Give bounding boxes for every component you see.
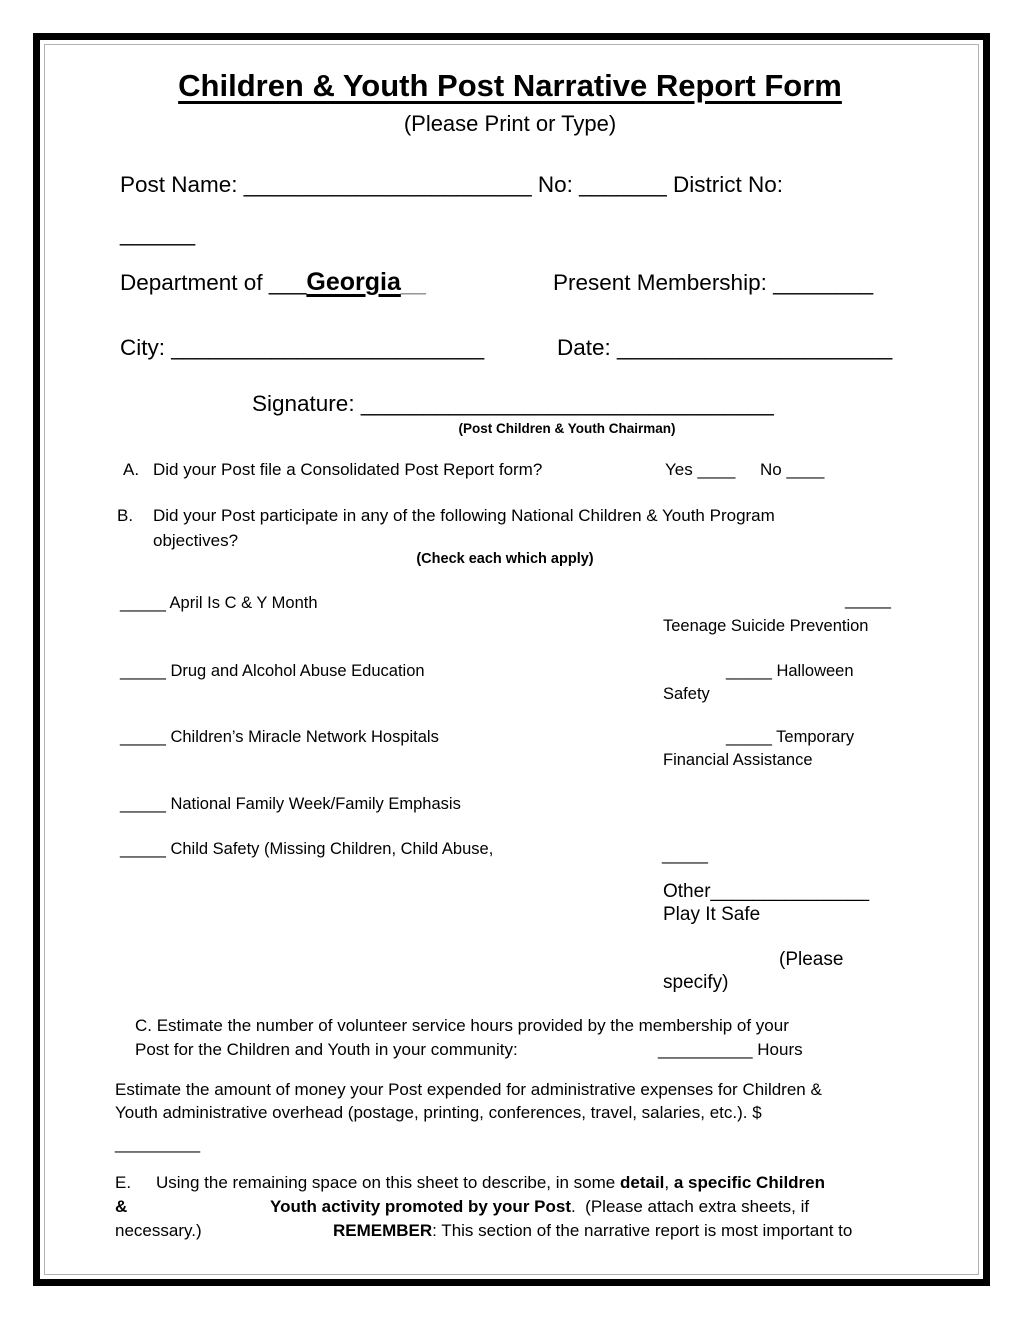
form-title: Children & Youth Post Narrative Report Form bbox=[178, 68, 842, 103]
question-e-line1: Using the remaining space on this sheet to describe, in some detail, a specific Children bbox=[156, 1173, 826, 1192]
question-b-text-wrap: objectives? bbox=[153, 531, 239, 550]
checklist-blank-child-safety: _____ bbox=[662, 846, 708, 864]
checklist-blank-teenage-suicide: _____ bbox=[845, 591, 891, 609]
post-name-field: Post Name: _______________________ No: _______ District No: bbox=[120, 172, 783, 197]
question-d-line1: Estimate the amount of money your Post expended for administrative expenses for Children & bbox=[115, 1080, 822, 1099]
question-a-yes-blank: Yes ____ bbox=[665, 460, 736, 479]
department-field bbox=[120, 266, 426, 299]
please-specify-line1: (Please bbox=[779, 949, 844, 970]
checklist-item-teenage-suicide: Teenage Suicide Prevention bbox=[663, 617, 869, 635]
other-field: Other_______________ bbox=[663, 881, 870, 902]
question-e-label: E. bbox=[115, 1173, 132, 1192]
check-instruction: (Check each which apply) bbox=[416, 551, 594, 567]
question-a-label: A. bbox=[123, 460, 140, 479]
question-e-necessary: necessary.) bbox=[115, 1221, 202, 1240]
please-specify-line2: specify) bbox=[663, 972, 729, 993]
department-label: Department of bbox=[120, 270, 269, 295]
amount-blank: _________ bbox=[115, 1134, 201, 1153]
question-d-line2: Youth administrative overhead (postage, printing, conferences, travel, salaries, etc.). $ bbox=[115, 1103, 762, 1122]
checklist-item-halloween: _____ Halloween bbox=[726, 662, 854, 680]
date-field: Date: ______________________ bbox=[557, 335, 893, 360]
checklist-item-drug-alcohol: _____ Drug and Alcohol Abuse Education bbox=[120, 662, 425, 680]
signature-caption: (Post Children & Youth Chairman) bbox=[458, 421, 676, 436]
checklist-item-child-safety: _____ Child Safety (Missing Children, Child Abuse, bbox=[120, 840, 494, 858]
present-membership-field: Present Membership: ________ bbox=[553, 270, 874, 295]
checklist-item-play-it-safe: Play It Safe bbox=[663, 904, 761, 925]
question-e-amp: & bbox=[115, 1197, 128, 1216]
department-blank-left: ___ bbox=[268, 270, 307, 295]
city-field: City: _________________________ bbox=[120, 335, 485, 360]
question-e-line2: Youth activity promoted by your Post. (Please attach extra sheets, if bbox=[270, 1197, 810, 1216]
question-b-text: Did your Post participate in any of the following National Children & Youth Program bbox=[153, 506, 775, 525]
question-c-line2: Post for the Children and Youth in your community: bbox=[135, 1040, 518, 1059]
post-name-overflow-blank: ______ bbox=[120, 221, 196, 246]
hours-blank: __________ Hours bbox=[658, 1040, 803, 1059]
checklist-item-cmn-hospitals: _____ Children’s Miracle Network Hospitals bbox=[120, 728, 439, 746]
question-a-text: Did your Post file a Consolidated Post Report form? bbox=[153, 460, 543, 479]
signature-field: Signature: _________________________________ bbox=[252, 391, 774, 416]
checklist-item-halloween-wrap: Safety bbox=[663, 685, 710, 703]
question-b-label: B. bbox=[117, 506, 134, 525]
form-subtitle: (Please Print or Type) bbox=[403, 111, 617, 136]
checklist-item-temporary: _____ Temporary bbox=[726, 728, 855, 746]
question-a-no-blank: No ____ bbox=[760, 460, 825, 479]
question-e-line3: REMEMBER: This section of the narrative report is most important to bbox=[333, 1221, 853, 1240]
checklist-item-temporary-wrap: Financial Assistance bbox=[663, 751, 813, 769]
checklist-item-family-week: _____ National Family Week/Family Emphasis bbox=[120, 795, 461, 813]
department-blank-right: __ bbox=[400, 270, 426, 295]
checklist-item-april-cy-month: _____ April Is C & Y Month bbox=[120, 594, 318, 612]
question-c-line1: C. Estimate the number of volunteer service hours provided by the membership of your bbox=[135, 1016, 789, 1035]
department-value: Georgia bbox=[306, 268, 401, 296]
